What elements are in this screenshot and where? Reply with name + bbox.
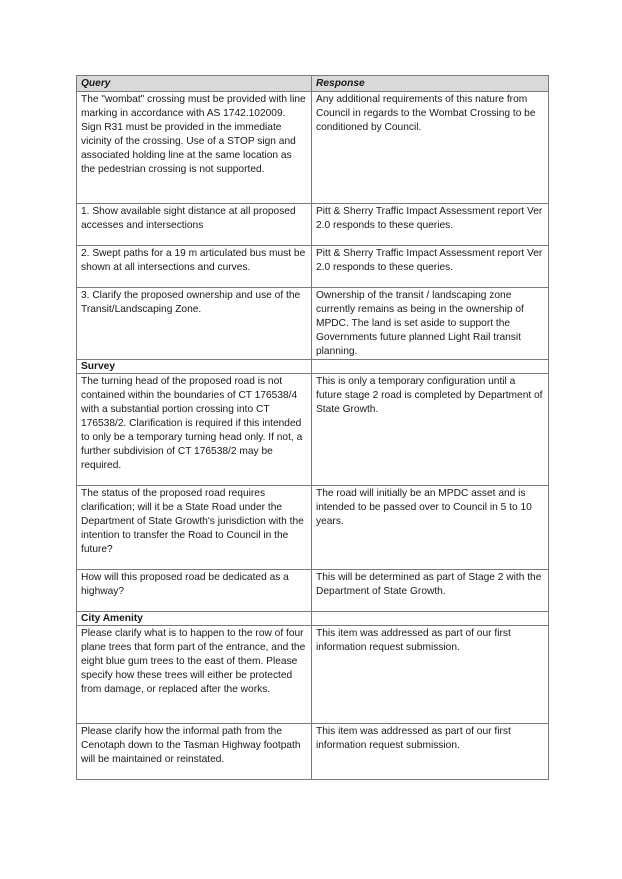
query-cell: How will this proposed road be dedicated as a highway? (77, 570, 312, 612)
table-row (77, 724, 549, 780)
query-cell: 2. Swept paths for a 19 m articulated bus must be shown at all intersections and curves. (77, 246, 312, 288)
section-empty-cell (312, 612, 549, 626)
response-cell: This is only a temporary configuration until a future stage 2 road is completed by Department of State Growth. (312, 374, 549, 486)
response-cell: Pitt & Sherry Traffic Impact Assessment report Ver 2.0 responds to these queries. (312, 204, 549, 246)
section-title: Survey (77, 360, 312, 374)
section-empty-cell (312, 360, 549, 374)
table-row (77, 626, 549, 724)
table-row (77, 570, 549, 612)
table-row (77, 246, 549, 288)
query-cell: The status of the proposed road requires clarification; will it be a State Road under the Department of State Growth's jurisdiction with the intention to transfer the Road to Council in the future? (77, 486, 312, 570)
section-row-survey (77, 360, 549, 374)
query-response-table (76, 75, 549, 780)
table-row (77, 374, 549, 486)
response-cell: This item was addressed as part of our first information request submission. (312, 626, 549, 724)
query-column-header: Query (77, 76, 312, 92)
table-row (77, 486, 549, 570)
response-cell: Any additional requirements of this nature from Council in regards to the Wombat Crossing to be conditioned by Council. (312, 92, 549, 204)
section-title: City Amenity (77, 612, 312, 626)
response-cell: This item was addressed as part of our first information request submission. (312, 724, 549, 780)
query-cell: Please clarify what is to happen to the row of four plane trees that form part of the entrance, and the eight blue gum trees to the east of them. Please specify how these trees will either be protected from damage, or replaced after the works. (77, 626, 312, 724)
query-cell: Please clarify how the informal path from the Cenotaph down to the Tasman Highway footpath will be maintained or reinstated. (77, 724, 312, 780)
query-cell: 1. Show available sight distance at all proposed accesses and intersections (77, 204, 312, 246)
query-cell: 3. Clarify the proposed ownership and use of the Transit/Landscaping Zone. (77, 288, 312, 360)
query-cell: The turning head of the proposed road is not contained within the boundaries of CT 176538/4 with a substantial portion crossing into CT 176538/2. Clarification is required if this intended to only be a temporary turning head only. If not, a further subdivision of CT 176538/2 may be required. (77, 374, 312, 486)
query-cell: The "wombat" crossing must be provided with line marking in accordance with AS 1742.102009. Sign R31 must be provided in the immediate vicinity of the crossing. Use of a STOP sign and associated holding line at the same location as the pedestrian crossing is not supported. (77, 92, 312, 204)
response-cell: This will be determined as part of Stage 2 with the Department of State Growth. (312, 570, 549, 612)
table-row (77, 92, 549, 204)
response-column-header: Response (312, 76, 549, 92)
table-row (77, 288, 549, 360)
response-cell: The road will initially be an MPDC asset and is intended to be passed over to Council in 5 to 10 years. (312, 486, 549, 570)
table-row (77, 204, 549, 246)
response-cell: Pitt & Sherry Traffic Impact Assessment report Ver 2.0 responds to these queries. (312, 246, 549, 288)
response-cell: Ownership of the transit / landscaping zone currently remains as being in the ownership of MPDC. The land is set aside to support the Governments future planned Light Rail transit planning. (312, 288, 549, 360)
section-row-city-amenity (77, 612, 549, 626)
table-header-row (77, 76, 549, 92)
